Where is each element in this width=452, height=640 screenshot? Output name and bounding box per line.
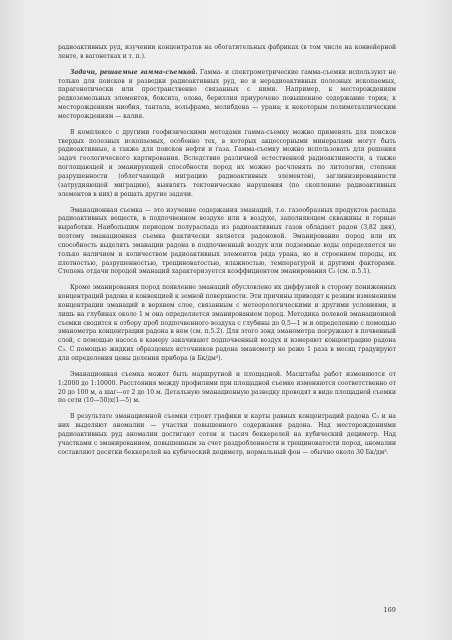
paragraph-3 <box>58 129 396 200</box>
paragraph-7-text: В результате эманационной съемки строят графики и карты равных концентраций радона C₃ и на них выделяют аномалии — участки повышенного содержания радона. Над месторождениями радиоактивных руд аномалии достигают сотен и тысяч беккерелей на кубический дециметр. Над участками с эманированием, повышенным за счет раздробленности и трещиноватости пород, аномалии составляют десятки беккерелей на кубический дециметр, нормальный фон — обычно около 30 Бк/дм³. <box>58 413 396 456</box>
paragraph-1 <box>58 44 396 62</box>
paragraph-6 <box>58 371 396 406</box>
paragraph-5-text: Кроме эманирования пород появление эманаций обусловлено их диффузией в сторону пониженных концентраций радона и конвекцией к земной поверхности. Эти причины приводят к резким изменениям концентрации эманаций в верхнем слое, связанным с метеорологическими и другими условиями, и лишь на глубинах около 1 м она определяется эманированием пород. Методика полевой эманационной съемки сводится к отбору проб подпочвенного воздуха с глубины до 0,5—1 м и определению с помощью эманометра концентрации радона в нем (см. п.5.2). Для этого зонд эманометра погружают в почвенный слой, с помощью насоса в камеру закачивают подпочвенный воздух и измеряют концентрацию радона C₃. С помощью жидких образцовых источников радона эманометр не реже 1 раза в месяц градуируют для определения цены деления прибора (в Бк/дм³). <box>58 284 396 362</box>
paragraph-6-text: Эманационная съемка может быть маршрутной и площадной. Масштабы работ изменяются от 1:2000 до 1:10000. Расстояния между профилями при площадной съемке изменяются соответственно от 20 до 100 м, а шаг—от 2 до 10 м. Детальную эманационную разведку проводят в виде площадной съемки по сети (10—50)x(1—5) м. <box>58 370 396 405</box>
paragraph-7 <box>58 413 396 457</box>
paragraph-4 <box>58 207 396 278</box>
paragraph-2-text: Гамма- и спектрометрические гамма-съемки используют не только для поисков и разведки радиоактивных руд, но и нерадиоактивных полезных ископаемых, парагенетически или пространственно связанных с ними. Например, к месторождениям редкоземельных элементов, боксита, олова, бериллия приурочено повышенное содержание тория; к месторождениям ниобия, тантала, вольфрама, молибдена — урана; к некоторым полиметаллическим месторождениям — калия. <box>58 68 396 120</box>
paragraph-3-text: В комплексе с другими геофизическими методами гамма-съемку можно применять для поисков твердых полезных ископаемых, особенно тех, в которых акцессорными минералами могут быть радиоактивные, а также для поисков нефти и газа. Гамма-съемку можно использовать для решения задач геологического картирования. Вследствие различной естественной радиоактивности, а также поглощающей и эманирующей способности пород их можно расчленять по литологии, степени разрушенности (облегчающей миграцию радиоактивных элементов), заглинизированности (затрудняющей миграцию), выявлять тектонические нарушения (по скоплению радиоактивных элементов в них) и решать другие задачи. <box>58 128 396 198</box>
paragraph-1-text: радиоактивных руд, изучении концентратов на обогатительных фабриках (в том числе на конвейерной ленте, в вагонетках и т. п.). <box>58 44 396 60</box>
body-text <box>58 44 396 457</box>
paragraph-2 <box>58 69 396 122</box>
paragraph-4-text: Эманационная съемка — это изучение содержания эманаций, т.е. газообразных продуктов распада радиоактивных веществ, в подпочвенном воздухе или в воздухе, заполняющем скважины и горные выработки. Наибольшим периодом полураспада из радиоактивных газов обладает радон (3,82 дня), поэтому эманационная съемка фактически является радоновой. Эманирование пород или их способность выделять эманации радона в подпочвенный воздух или подземные воды определяется не только наличием и количеством радиоактивных элементов ряда урана, но и строением породы, их плотностью, разрушенностью, трещиноватостью, влажностью, температурой и другими факторами. Степень отдачи породой эманаций характеризуется коэффициентом эманирования C₃ (см. п.5.1). <box>58 206 396 276</box>
paragraph-5 <box>58 284 396 364</box>
page-number: 169 <box>383 606 396 614</box>
section-lead-heading: Задачи, решаемые гамма-съемкой. <box>70 68 198 76</box>
